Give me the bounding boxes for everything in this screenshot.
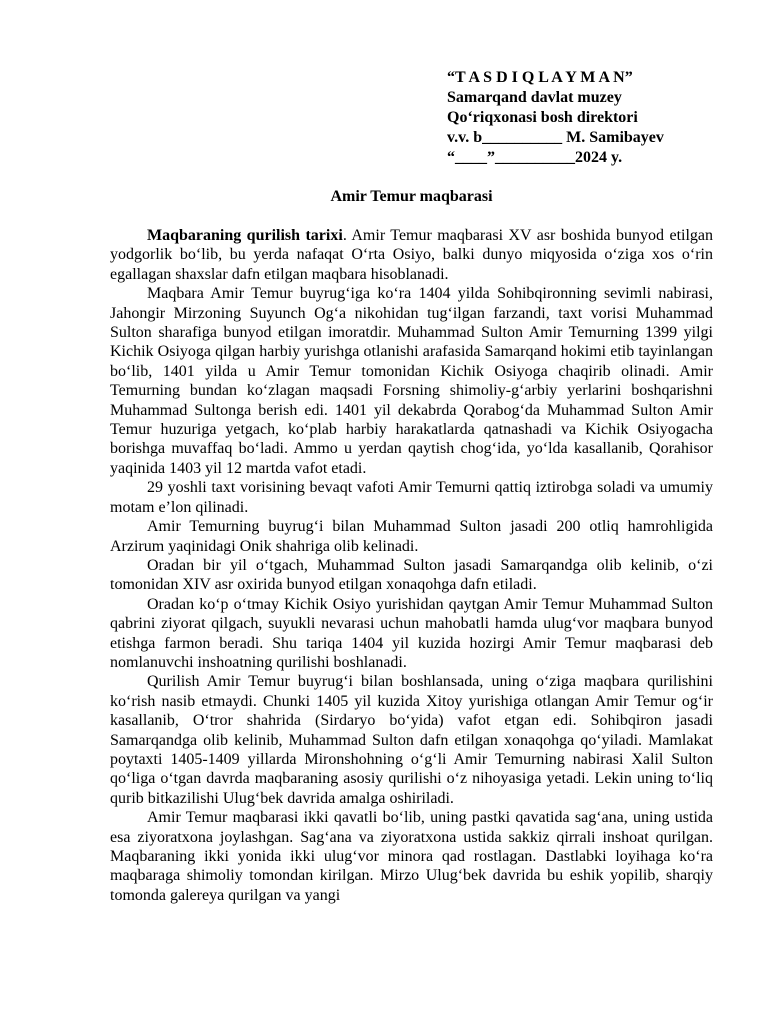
paragraph-6: Oradan ko‘p o‘tmay Kichik Osiyo yurishidan qaytgan Amir Temur Muhammad Sulton qabrini ziyorat qilgach, suyukli nevarasi uchun mahobatli hamda ulug‘vor maqbara bunyod etishga farmon beradi. Shu tariqa 1404 yil kuzida hozirgi Amir Temur maqbarasi deb nomlanuvchi inshoatning qurilishi boshlanadi.	[110, 595, 713, 671]
document-body	[110, 226, 713, 905]
paragraph-4: Amir Temurning buyrug‘i bilan Muhammad Sulton jasadi 200 otliq hamrohligida Arzirum yaqinidagi Onik shahriga olib kelinadi.	[110, 518, 713, 555]
approval-position: Qo‘riqxonasi bosh direktori	[447, 109, 638, 126]
approval-heading: “T A S D I Q L A Y M A N”	[447, 69, 633, 86]
paragraph-1	[110, 226, 713, 284]
paragraph-7: Qurilish Amir Temur buyrug‘i bilan boshlansada, uning o‘ziga maqbara qurilishini ko‘rish nasib etmaydi. Chunki 1405 yil kuzida Xitoy yurishiga otlangan Amir Temur og‘ir kasallanib, O‘tror shahrida (Sirdaryo bo‘yida) vafot etgan edi. Sohibqiron jasadi Samarqandga olib kelinib, Muhammad Sulton dafn etilgan xonaqohga qo‘yiladi. Mamlakat poytaxti 1405-1409 yillarda Mironshohning o‘g‘li Amir Temurning nabirasi Xalil Sulton qo‘liga o‘tgan davrda maqbaraning asosiy qurilishi o‘z nihoyasiga yetadi. Lekin uning to‘liq qurib bitkazilishi Ulug‘bek davrida amalga oshiriladi.	[110, 673, 713, 807]
paragraph-5: Oradan bir yil o‘tgach, Muhammad Sulton jasadi Samarqandga olib kelinib, o‘zi tomonidan XIV asr oxirida bunyod etilgan xonaqohga dafn etiladi.	[110, 556, 713, 594]
paragraph-1-lead: Maqbaraning qurilish tarixi	[147, 227, 343, 244]
approval-block	[447, 68, 737, 168]
approval-signature-line: v.v. b__________ M. Samibayev	[447, 129, 664, 146]
paragraph-8: Amir Temur maqbarasi ikki qavatli bo‘lib, uning pastki qavatida sag‘ana, uning ustida esa ziyoratxona joylashgan. Sag‘ana va ziyoratxona ustida sakkiz qirrali inshoat qurilgan. Maqbaraning ikki yonida ikki ulug‘vor minora qad rostlagan. Dastlabki loyihaga ko‘ra maqbaraga shimoliy tomondan kirilgan. Mirzo Ulug‘bek davrida bu eshik yopilib, sharqiy tomonda galereya qurilgan va yangi	[110, 809, 713, 904]
approval-date-line: “____”__________2024 y.	[447, 149, 623, 166]
approval-organization: Samarqand davlat muzey	[447, 89, 622, 106]
paragraph-3: 29 yoshli taxt vorisining bevaqt vafoti Amir Temurni qattiq iztirobga soladi va umumiy motam e’lon qilinadi.	[110, 479, 713, 516]
document-title: Amir Temur maqbarasi	[330, 188, 493, 205]
paragraph-2: Maqbara Amir Temur buyrug‘iga ko‘ra 1404 yilda Sohibqironning sevimli nabirasi, Jahongir Mirzoning Suyunch Og‘a nikohidan tug‘ilgan farzandi, taxt vorisi Muhammad Sulton sharafiga bunyod etilgan imoratdir. Muhammad Sulton Amir Temurning 1399 yilgi Kichik Osiyoga qilgan harbiy yurishga otlanishi arafasida Samarqand hokimi etib tayinlangan bo‘lib, 1401 yilda u Amir Temur tomonidan Kichik Osiyoga chaqirib olinadi. Amir Temurning bundan ko‘zlagan maqsadi Forsning shimoliy-g‘arbiy yerlarini boshqarishni Muhammad Sultonga berish edi. 1401 yil dekabrda Qorabog‘da Muhammad Sulton Amir Temur huzuriga yetgach, ko‘plab harbiy harakatlarda qatnashadi va Kichik Osiyogacha borishga muvaffaq bo‘ladi. Ammo u yerdan qaytish chog‘ida, yo‘lda kasallanib, Qorahisor yaqinida 1403 yil 12 martda vafot etadi.	[110, 285, 713, 477]
paragraph-1-text: . Amir Temur maqbarasi XV asr boshida bunyod etilgan yodgorlik bo‘lib, bu yerda nafaqat O‘rta Osiyo, balki dunyo miqyosida o‘ziga xos o‘rin egallagan shaxslar dafn etilgan maqbara hisoblanadi.	[110, 227, 714, 283]
